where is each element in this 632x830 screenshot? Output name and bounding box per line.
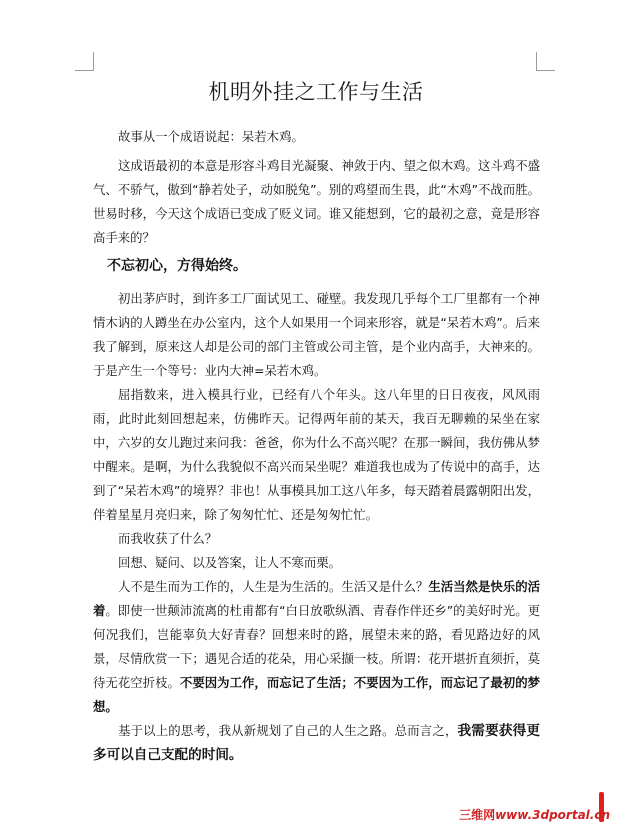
life-purpose-text-b: 。即使一世颠沛流离的杜甫都有“白日放歌纵酒、青春作伴还乡”的美好时光。更何况我们，岂能辜负大好青春？回想来时的路，展望未来的路，看见路边好的风景，尽情欣赏一下；遇见合适的花朵，用心采撷一枝。所谓：花开堪折直须折，莫待无花空折枝。 bbox=[93, 603, 540, 690]
paragraph-early-career: 初出茅庐时，到许多工厂面试见工、碰壁。我发现几乎每个工厂里都有一个神情木讷的人蹲坐在办公室内，这个人如果用一个词来形容，就是“呆若木鸡”。后来我了解到，原来这人却是公司的部门主管或公司主管，是个业内高手，大神来的。于是产生一个等号：业内大神=呆若木鸡。 bbox=[93, 291, 540, 378]
crop-mark-top-right bbox=[536, 52, 555, 71]
crop-mark-top-left bbox=[75, 52, 94, 71]
paragraph-conclusion bbox=[93, 719, 540, 767]
life-purpose-bold-b: 不要因为工作，而忘记了生活；不要因为工作，而忘记了最初的梦想。 bbox=[93, 675, 540, 714]
watermark bbox=[459, 806, 610, 823]
life-purpose-bold-a: 生活当然是快乐的活着 bbox=[93, 579, 541, 618]
paragraph-life-purpose bbox=[93, 575, 540, 719]
paragraph-reflection: 回想、疑问、以及答案，让人不寒而栗。 bbox=[118, 555, 342, 570]
document-title: 机明外挂之工作与生活 bbox=[208, 80, 424, 104]
watermark-site-name: 三维网 bbox=[459, 808, 496, 822]
paragraph-eight-years: 屈指数来，进入模具行业，已经有八个年头。这八年里的日日夜夜，风风雨雨，此时此刻回想起来，仿佛昨天。记得两年前的某天，我百无聊赖的呆坐在家中，六岁的女儿跑过来问我：爸爸，你为什么不高兴呢？在那一瞬间，我仿佛从梦中醒来。是啊，为什么我貌似不高兴而呆坐呢？难道我也成为了传说中的高手，达到了“呆若木鸡”的境界？非也！从事模具加工这八年多，每天踏着晨露朝阳出发，伴着星星月亮归来，除了匆匆忙忙、还是匆匆忙忙。 bbox=[93, 387, 540, 522]
document-body bbox=[93, 125, 540, 767]
life-purpose-text-a: 人不是生而为工作的，人生是为生活的。生活又是什么？ bbox=[118, 579, 429, 594]
section-subheading: 不忘初心，方得始终。 bbox=[107, 258, 247, 274]
conclusion-text: 基于以上的思考，我从新规划了自己的人生之路。总而言之， bbox=[118, 723, 458, 738]
paragraph-intro: 故事从一个成语说起：呆若木鸡。 bbox=[118, 129, 304, 144]
watermark-url: www.3dportal.cn bbox=[495, 808, 610, 822]
paragraph-idiom-origin: 这成语最初的本意是形容斗鸡目光凝聚、神敛于内、望之似木鸡。这斗鸡不盛气、不骄气，傲到“静若处子，动如脱兔”。别的鸡望而生畏，此“木鸡”不战而胜。世易时移，今天这个成语已变成了贬义词。谁又能想到，它的最初之意，竟是形容高手来的？ bbox=[93, 158, 540, 245]
paragraph-question: 而我收获了什么？ bbox=[118, 531, 218, 546]
conclusion-bold: 我需要获得更多可以自己支配的时间。 bbox=[93, 723, 541, 763]
